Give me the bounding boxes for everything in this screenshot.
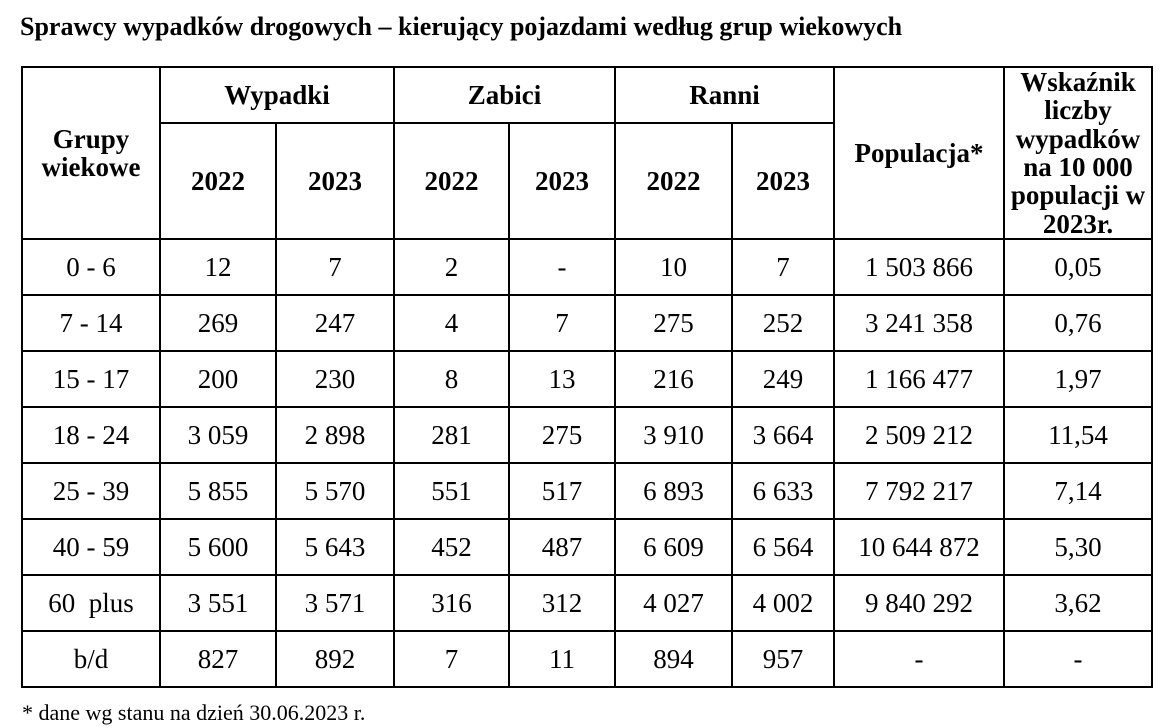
injured-2023-cell: 957 (732, 631, 834, 687)
header-year-injured-2022: 2022 (615, 123, 732, 239)
population-cell: - (834, 631, 1004, 687)
killed-2022-cell: 8 (394, 351, 509, 407)
killed-2023-cell: 517 (509, 463, 615, 519)
population-cell: 9 840 292 (834, 575, 1004, 631)
table-row (22, 239, 1152, 295)
injured-2023-cell: 252 (732, 295, 834, 351)
killed-2023-cell: 13 (509, 351, 615, 407)
indicator-cell: 0,76 (1004, 295, 1152, 351)
accidents-2023-cell: 7 (276, 239, 394, 295)
age-group-cell: 0 - 6 (22, 239, 160, 295)
header-year-injured-2023: 2023 (732, 123, 834, 239)
killed-2022-cell: 4 (394, 295, 509, 351)
indicator-cell: 7,14 (1004, 463, 1152, 519)
page-title: Sprawcy wypadków drogowych – kierujący pojazdami według grup wiekowych (20, 12, 903, 41)
header-year-killed-2023: 2023 (509, 123, 615, 239)
accidents-2023-cell: 2 898 (276, 407, 394, 463)
accidents-2022-cell: 200 (160, 351, 276, 407)
footnote: * dane wg stanu na dzień 30.06.2023 r. (22, 700, 366, 725)
killed-2022-cell: 7 (394, 631, 509, 687)
killed-2022-cell: 2 (394, 239, 509, 295)
indicator-cell: 1,97 (1004, 351, 1152, 407)
age-group-cell: 25 - 39 (22, 463, 160, 519)
accidents-2022-cell: 3 551 (160, 575, 276, 631)
header-indicator: Wskaźnik liczby wypadków na 10 000 populacji w 2023r. (1004, 67, 1152, 239)
age-group-cell: 15 - 17 (22, 351, 160, 407)
population-cell: 1 166 477 (834, 351, 1004, 407)
header-population: Populacja* (834, 67, 1004, 239)
injured-2022-cell: 3 910 (615, 407, 732, 463)
killed-2023-cell: 275 (509, 407, 615, 463)
population-cell: 3 241 358 (834, 295, 1004, 351)
injured-2022-cell: 894 (615, 631, 732, 687)
accidents-2022-cell: 5 855 (160, 463, 276, 519)
table-row (22, 631, 1152, 687)
killed-2023-cell: 487 (509, 519, 615, 575)
table-row (22, 463, 1152, 519)
accidents-2023-cell: 247 (276, 295, 394, 351)
accidents-2022-cell: 3 059 (160, 407, 276, 463)
table-row (22, 519, 1152, 575)
killed-2023-cell: 7 (509, 295, 615, 351)
table-row (22, 351, 1152, 407)
injured-2023-cell: 249 (732, 351, 834, 407)
killed-2022-cell: 281 (394, 407, 509, 463)
header-year-killed-2022: 2022 (394, 123, 509, 239)
injured-2023-cell: 4 002 (732, 575, 834, 631)
accidents-2023-cell: 5 643 (276, 519, 394, 575)
killed-2023-cell: - (509, 239, 615, 295)
header-year-accidents-2023: 2023 (276, 123, 394, 239)
killed-2023-cell: 312 (509, 575, 615, 631)
indicator-cell: 11,54 (1004, 407, 1152, 463)
accidents-2022-cell: 269 (160, 295, 276, 351)
indicator-cell: 5,30 (1004, 519, 1152, 575)
accidents-2022-cell: 827 (160, 631, 276, 687)
table-row (22, 295, 1152, 351)
accidents-by-age-table (21, 66, 1153, 688)
header-age-group: Grupy wiekowe (22, 67, 160, 239)
injured-2022-cell: 4 027 (615, 575, 732, 631)
injured-2023-cell: 6 564 (732, 519, 834, 575)
killed-2022-cell: 551 (394, 463, 509, 519)
injured-2022-cell: 10 (615, 239, 732, 295)
injured-2023-cell: 3 664 (732, 407, 834, 463)
killed-2023-cell: 11 (509, 631, 615, 687)
killed-2022-cell: 316 (394, 575, 509, 631)
header-year-accidents-2022: 2022 (160, 123, 276, 239)
age-group-cell: 60 plus (22, 575, 160, 631)
injured-2022-cell: 6 609 (615, 519, 732, 575)
indicator-cell: - (1004, 631, 1152, 687)
killed-2022-cell: 452 (394, 519, 509, 575)
accidents-2023-cell: 892 (276, 631, 394, 687)
header-killed: Zabici (394, 67, 615, 123)
accidents-2022-cell: 12 (160, 239, 276, 295)
age-group-cell: 40 - 59 (22, 519, 160, 575)
table-row (22, 575, 1152, 631)
injured-2022-cell: 6 893 (615, 463, 732, 519)
accidents-2023-cell: 3 571 (276, 575, 394, 631)
injured-2022-cell: 216 (615, 351, 732, 407)
header-row-groups (22, 67, 1152, 123)
accidents-2023-cell: 230 (276, 351, 394, 407)
population-cell: 7 792 217 (834, 463, 1004, 519)
header-accidents: Wypadki (160, 67, 394, 123)
age-group-cell: b/d (22, 631, 160, 687)
injured-2023-cell: 6 633 (732, 463, 834, 519)
age-group-cell: 18 - 24 (22, 407, 160, 463)
accidents-2022-cell: 5 600 (160, 519, 276, 575)
indicator-cell: 3,62 (1004, 575, 1152, 631)
population-cell: 10 644 872 (834, 519, 1004, 575)
injured-2022-cell: 275 (615, 295, 732, 351)
population-cell: 2 509 212 (834, 407, 1004, 463)
age-group-cell: 7 - 14 (22, 295, 160, 351)
population-cell: 1 503 866 (834, 239, 1004, 295)
header-injured: Ranni (615, 67, 834, 123)
indicator-cell: 0,05 (1004, 239, 1152, 295)
table-row (22, 407, 1152, 463)
accidents-2023-cell: 5 570 (276, 463, 394, 519)
injured-2023-cell: 7 (732, 239, 834, 295)
